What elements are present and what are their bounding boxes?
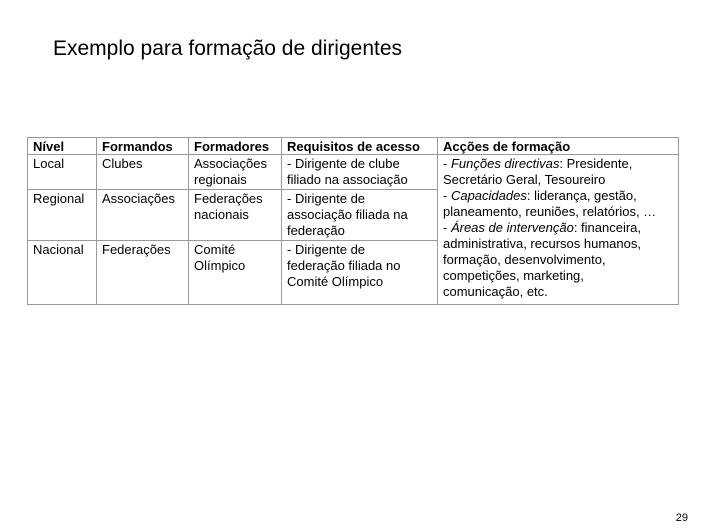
cell-requisitos xyxy=(282,155,438,190)
accoes-prefix: - xyxy=(443,220,451,235)
accoes-line: comunicação, etc. xyxy=(443,284,548,299)
cell-text-line: Associações xyxy=(194,156,267,171)
cell-formadores xyxy=(189,241,282,305)
header-formandos: Formandos xyxy=(97,138,189,155)
cell-requisitos xyxy=(282,190,438,241)
training-table-container xyxy=(27,137,678,305)
accoes-text: : liderança, gestão, xyxy=(526,188,637,203)
cell-text-line: federação filiada no xyxy=(287,258,401,273)
training-table xyxy=(27,137,679,305)
cell-text-line: regionais xyxy=(194,172,247,187)
cell-nivel: Nacional xyxy=(28,241,97,305)
cell-text-line: filiado na associação xyxy=(287,172,408,187)
header-nivel: Nível xyxy=(28,138,97,155)
header-formadores: Formadores xyxy=(189,138,282,155)
header-requisitos: Requisitos de acesso xyxy=(282,138,438,155)
cell-nivel: Local xyxy=(28,155,97,190)
accoes-prefix: - xyxy=(443,156,451,171)
cell-text-line: - Dirigente de xyxy=(287,191,366,206)
accoes-line xyxy=(443,156,674,172)
cell-formadores xyxy=(189,155,282,190)
cell-text-line: Comité Olímpico xyxy=(287,274,384,289)
cell-formandos: Associações xyxy=(97,190,189,241)
accoes-term: Capacidades xyxy=(450,188,527,203)
header-accoes: Acções de formação xyxy=(438,138,679,155)
accoes-line: Secretário Geral, Tesoureiro xyxy=(443,172,606,187)
accoes-line xyxy=(443,220,674,236)
accoes-line: administrativa, recursos humanos, xyxy=(443,236,641,251)
cell-text-line: Olímpico xyxy=(194,258,246,273)
table-header-row xyxy=(28,138,679,155)
accoes-term: Áreas de intervenção xyxy=(450,220,574,235)
page-number: 29 xyxy=(675,512,688,524)
cell-formandos: Federações xyxy=(97,241,189,305)
cell-text-line: - Dirigente de clube xyxy=(287,156,400,171)
accoes-prefix: - xyxy=(443,188,451,203)
accoes-text: : financeira, xyxy=(573,220,642,235)
cell-accoes xyxy=(438,155,679,305)
slide-title: Exemplo para formação de dirigentes xyxy=(53,37,403,60)
accoes-line xyxy=(443,188,674,204)
accoes-line: planeamento, reuniões, relatórios, … xyxy=(443,204,657,219)
cell-text-line: - Dirigente de xyxy=(287,242,366,257)
cell-nivel: Regional xyxy=(28,190,97,241)
accoes-term: Funções directivas xyxy=(450,156,560,171)
table-row-local xyxy=(28,155,679,190)
cell-text-line: federação xyxy=(287,223,345,238)
cell-formadores xyxy=(189,190,282,241)
cell-text-line: Federações xyxy=(194,191,263,206)
accoes-line: competições, marketing, xyxy=(443,268,584,283)
accoes-line: formação, desenvolvimento, xyxy=(443,252,606,267)
cell-formandos: Clubes xyxy=(97,155,189,190)
cell-text-line: nacionais xyxy=(194,207,249,222)
cell-text-line: Comité xyxy=(194,242,236,257)
accoes-text: : Presidente, xyxy=(559,156,633,171)
cell-requisitos xyxy=(282,241,438,305)
cell-text-line: associação filiada na xyxy=(287,207,408,222)
